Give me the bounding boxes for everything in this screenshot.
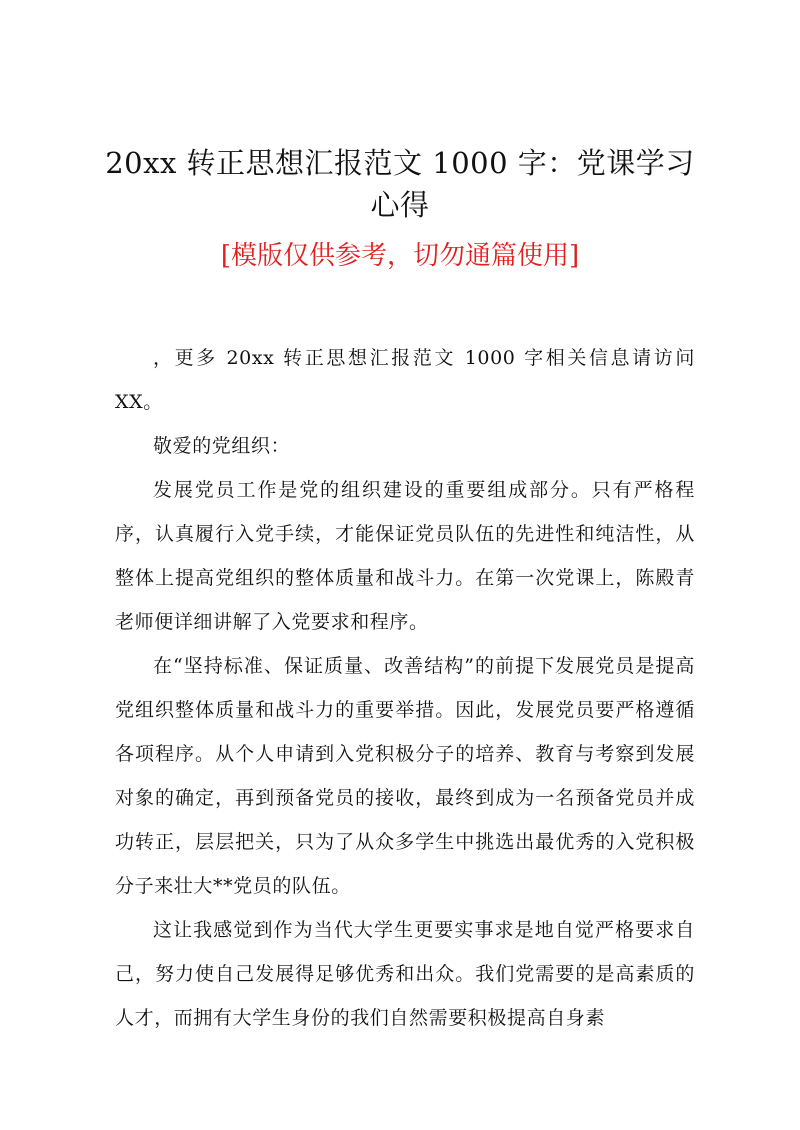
document-body [115,336,695,1040]
paragraph-1: 发展党员工作是党的组织建设的重要组成部分。只有严格程序，认真履行入党手续，才能保证党员队伍的先进性和纯洁性，从整体上提高党组织的整体质量和战斗力。在第一次党课上，陈殿青老师便详细讲解了入党要求和程序。 [115,479,695,633]
paragraph-salutation: 敬爱的党组织： [153,435,291,457]
document-title: 20xx 转正思想汇报范文 1000 字：党课学习心得 [105,146,695,222]
paragraph-2: 在“坚持标准、保证质量、改善结构”的前提下发展党员是提高党组织整体质量和战斗力的重要举措。因此，发展党员要严格遵循各项程序。从个人申请到入党积极分子的培养、教育与考察到发展对象的确定，再到预备党员的接收，最终到成为一名预备党员并成功转正，层层把关，只为了从众多学生中挑选出最优秀的入党积极分子来壮大**党员的队伍。 [115,655,695,897]
paragraph-intro: ，更多 20xx 转正思想汇报范文 1000 字相关信息请访问 XX。 [115,347,695,413]
template-notice: [模版仅供参考，切勿通篇使用] [220,241,580,271]
paragraph-3: 这让我感觉到作为当代大学生更要实事求是地自觉严格要求自己，努力使自己发展得足够优秀和出众。我们党需要的是高素质的人才，而拥有大学生身份的我们自然需要积极提高自身素 [115,919,695,1029]
